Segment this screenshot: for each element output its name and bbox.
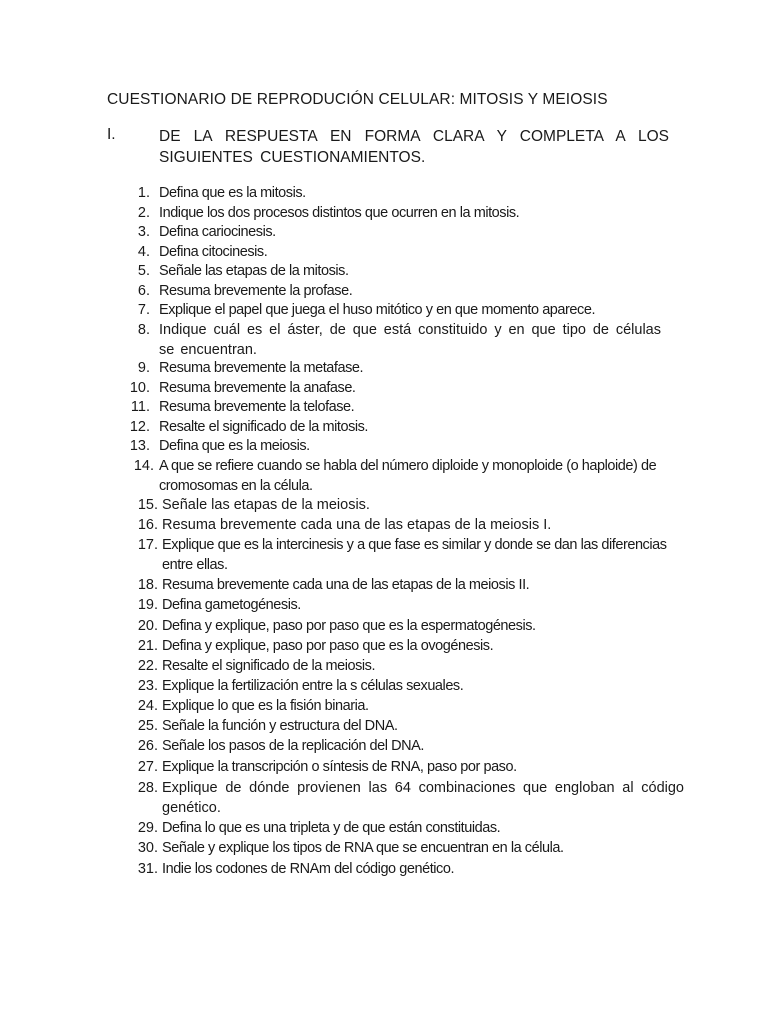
question-text: Resuma brevemente cada una de las etapas de la meiosis II.	[162, 577, 530, 593]
question-text: Defina citocinesis.	[159, 244, 268, 260]
question-text: Explique la transcripción o síntesis de RNA, paso por paso.	[162, 759, 517, 775]
question-number: 22.	[137, 658, 158, 674]
question-number: 20.	[137, 618, 158, 634]
question-item	[137, 301, 659, 321]
question-text: Defina gametogénesis.	[162, 597, 301, 613]
question-item	[137, 860, 682, 880]
question-item	[137, 677, 682, 697]
question-item	[137, 819, 682, 839]
question-number: 27.	[137, 759, 158, 775]
question-number: 26.	[137, 738, 158, 754]
question-item	[137, 184, 659, 204]
question-text: Defina y explique, paso por paso que es la espermatogénesis.	[162, 618, 536, 634]
question-number: 13.	[129, 438, 150, 454]
question-number: 5.	[137, 263, 150, 279]
question-number: 2.	[137, 205, 150, 221]
question-item	[137, 262, 659, 282]
question-text: Resuma brevemente la metafase.	[159, 360, 364, 376]
question-number: 14.	[133, 458, 154, 474]
question-number: 7.	[137, 302, 150, 318]
question-text: Resalte el significado de la meiosis.	[162, 658, 376, 674]
question-number: 1.	[137, 185, 150, 201]
question-text: Resalte el significado de la mitosis.	[159, 419, 369, 435]
question-number: 18.	[137, 577, 158, 593]
question-number: 28.	[137, 780, 158, 796]
question-number: 12.	[129, 419, 150, 435]
question-item	[137, 617, 682, 637]
question-text: Señale la función y estructura del DNA.	[162, 718, 398, 734]
question-number: 16.	[137, 517, 158, 533]
question-number: 9.	[137, 360, 150, 376]
question-text: Explique lo que es la fisión binaria.	[162, 698, 369, 714]
question-number: 23.	[137, 678, 158, 694]
section-number: I.	[107, 126, 116, 143]
question-item	[137, 536, 686, 575]
question-text: Explique el papel que juega el huso mitótico y en que momento aparece.	[159, 302, 596, 318]
section-instruction: DE LA RESPUESTA EN FORMA CLARA Y COMPLETA A LOS SIGUIENTES CUESTIONAMIENTOS.	[159, 128, 669, 166]
question-item	[137, 223, 659, 243]
question-item	[137, 516, 682, 536]
question-number: 31.	[137, 861, 158, 877]
question-item	[137, 839, 682, 859]
question-text: Indique los dos procesos distintos que ocurren en la mitosis.	[159, 205, 520, 221]
question-item	[137, 657, 682, 677]
question-text: Resuma brevemente la telofase.	[159, 399, 355, 415]
question-item	[133, 457, 669, 496]
question-number: 11.	[130, 399, 150, 415]
question-text: Defina cariocinesis.	[159, 224, 276, 240]
question-text: Indique cuál es el áster, de que está constituido y en que tipo de células se encuentran.	[159, 322, 661, 358]
question-item	[137, 204, 659, 224]
question-text: Resuma brevemente la anafase.	[159, 380, 356, 396]
question-item	[137, 496, 682, 516]
question-text: Señale las etapas de la meiosis.	[162, 497, 370, 513]
question-text: Resuma brevemente la profase.	[159, 283, 353, 299]
question-number: 21.	[137, 638, 158, 654]
question-number: 25.	[137, 718, 158, 734]
question-number: 6.	[137, 283, 150, 299]
question-text: Indie los codones de RNAm del código genético.	[162, 861, 455, 877]
question-number: 29.	[137, 820, 158, 836]
question-item	[137, 321, 661, 360]
question-item	[137, 576, 682, 596]
question-item	[137, 737, 682, 757]
question-number: 3.	[137, 224, 150, 240]
question-item	[137, 282, 659, 302]
question-item	[137, 359, 659, 379]
question-item	[137, 717, 682, 737]
question-number: 8.	[137, 322, 150, 338]
question-text: Resuma brevemente cada una de las etapas de la meiosis I.	[162, 517, 552, 533]
question-text: Explique de dónde provienen las 64 combinaciones que engloban al código genético.	[162, 780, 684, 816]
question-number: 30.	[137, 840, 158, 856]
question-text: Defina y explique, paso por paso que es la ovogénesis.	[162, 638, 494, 654]
question-text: Señale las etapas de la mitosis.	[159, 263, 349, 279]
question-item	[137, 243, 659, 263]
question-item	[129, 418, 659, 438]
question-number: 24.	[137, 698, 158, 714]
question-number: 17.	[137, 537, 158, 553]
question-item	[137, 697, 682, 717]
question-number: 10.	[129, 380, 150, 396]
question-text: Defina lo que es una tripleta y de que están constituidas.	[162, 820, 501, 836]
question-item	[137, 637, 682, 657]
question-text: Explique la fertilización entre la s células sexuales.	[162, 678, 464, 694]
document-title: CUESTIONARIO DE REPRODUCIÓN CELULAR: MITOSIS Y MEIOSIS	[107, 91, 608, 108]
question-text: Explique que es la intercinesis y a que fase es similar y donde se dan las diferencias entre ellas.	[162, 537, 667, 573]
question-item	[130, 398, 659, 418]
question-item	[137, 779, 684, 818]
question-text: Defina que es la mitosis.	[159, 185, 306, 201]
question-text: A que se refiere cuando se habla del número diploide y monoploide (o haploide) de cromosomas en la célula.	[159, 458, 657, 494]
question-text: Señale los pasos de la replicación del DNA.	[162, 738, 424, 754]
question-number: 4.	[137, 244, 150, 260]
question-item	[137, 758, 682, 778]
question-number: 19.	[137, 597, 158, 613]
question-number: 15.	[137, 497, 158, 513]
question-text: Señale y explique los tipos de RNA que se encuentran en la célula.	[162, 840, 564, 856]
question-item	[129, 379, 659, 399]
question-text: Defina que es la meiosis.	[159, 438, 310, 454]
question-item	[129, 437, 659, 457]
question-item	[137, 596, 682, 616]
